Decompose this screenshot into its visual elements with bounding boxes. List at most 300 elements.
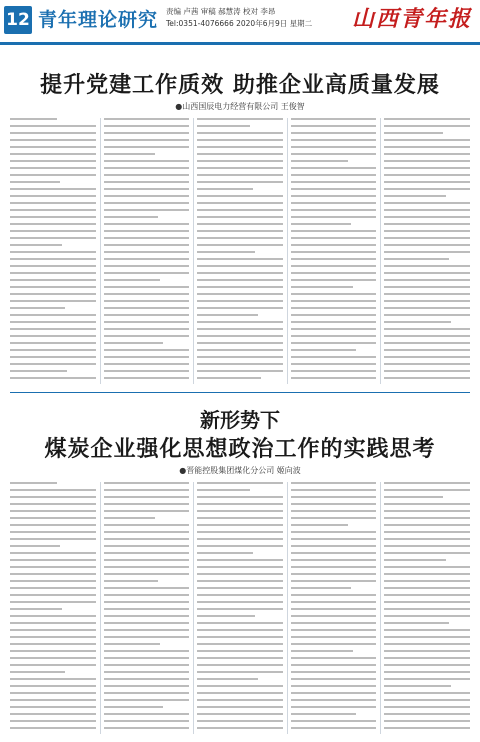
- text-line-placeholder: [104, 594, 190, 596]
- text-line-placeholder: [384, 503, 470, 505]
- text-line-placeholder: [291, 160, 348, 162]
- text-line-placeholder: [104, 335, 190, 337]
- text-line-placeholder: [104, 524, 190, 526]
- text-line-placeholder: [384, 181, 470, 183]
- text-line-placeholder: [197, 503, 283, 505]
- text-line-placeholder: [10, 265, 96, 267]
- text-line-placeholder: [104, 286, 190, 288]
- text-line-placeholder: [291, 636, 377, 638]
- text-line-placeholder: [104, 377, 190, 379]
- text-line-placeholder: [197, 160, 283, 162]
- text-line-placeholder: [291, 230, 377, 232]
- text-line-placeholder: [10, 608, 62, 610]
- text-line-placeholder: [291, 629, 377, 631]
- text-line-placeholder: [384, 377, 470, 379]
- contact-line: Tel:0351-4076666 2020年6月9日 星期二: [166, 19, 313, 28]
- text-line-placeholder: [291, 727, 377, 729]
- text-line-placeholder: [197, 496, 283, 498]
- text-line-placeholder: [197, 713, 283, 715]
- text-line-placeholder: [104, 699, 190, 701]
- text-line-placeholder: [384, 188, 470, 190]
- text-line-placeholder: [10, 342, 96, 344]
- text-line-placeholder: [291, 314, 377, 316]
- text-line-placeholder: [384, 286, 470, 288]
- text-line-placeholder: [384, 349, 470, 351]
- text-line-placeholder: [10, 153, 96, 155]
- text-line-placeholder: [10, 223, 96, 225]
- text-line-placeholder: [384, 629, 470, 631]
- text-line-placeholder: [384, 258, 448, 260]
- text-line-placeholder: [10, 650, 96, 652]
- text-line-placeholder: [384, 622, 448, 624]
- text-line-placeholder: [104, 587, 190, 589]
- text-line-placeholder: [104, 181, 190, 183]
- text-line-placeholder: [384, 335, 470, 337]
- text-line-placeholder: [104, 685, 190, 687]
- text-line-placeholder: [384, 636, 470, 638]
- text-line-placeholder: [104, 230, 190, 232]
- text-line-placeholder: [197, 272, 283, 274]
- text-line-placeholder: [291, 146, 377, 148]
- text-line-placeholder: [197, 629, 283, 631]
- text-line-placeholder: [384, 496, 443, 498]
- text-line-placeholder: [384, 363, 470, 365]
- text-line-placeholder: [197, 307, 283, 309]
- text-line-placeholder: [384, 706, 470, 708]
- text-line-placeholder: [10, 244, 62, 246]
- text-line-placeholder: [291, 244, 377, 246]
- text-line-placeholder: [104, 664, 190, 666]
- text-line-placeholder: [291, 713, 356, 715]
- text-line-placeholder: [384, 671, 470, 673]
- text-line-placeholder: [104, 300, 190, 302]
- text-line-placeholder: [197, 265, 283, 267]
- text-line-placeholder: [197, 699, 283, 701]
- text-line-placeholder: [10, 335, 96, 337]
- text-line-placeholder: [291, 293, 377, 295]
- text-line-placeholder: [291, 482, 377, 484]
- text-line-placeholder: [104, 321, 190, 323]
- text-line-placeholder: [104, 349, 190, 351]
- text-line-placeholder: [291, 188, 377, 190]
- column-rule: [193, 482, 194, 734]
- text-line-placeholder: [197, 356, 283, 358]
- text-line-placeholder: [384, 545, 470, 547]
- text-line-placeholder: [104, 573, 190, 575]
- text-line-placeholder: [10, 118, 57, 120]
- text-line-placeholder: [197, 678, 258, 680]
- text-line-placeholder: [384, 720, 470, 722]
- text-line-placeholder: [291, 335, 377, 337]
- text-line-placeholder: [104, 160, 190, 162]
- text-line-placeholder: [197, 153, 283, 155]
- text-line-placeholder: [10, 580, 96, 582]
- text-line-placeholder: [10, 573, 96, 575]
- text-line-placeholder: [104, 566, 190, 568]
- text-line-placeholder: [104, 510, 190, 512]
- text-line-placeholder: [104, 559, 190, 561]
- text-line-placeholder: [197, 139, 283, 141]
- text-line-placeholder: [10, 160, 96, 162]
- text-line-placeholder: [291, 139, 377, 141]
- text-line-placeholder: [10, 601, 96, 603]
- text-line-placeholder: [104, 167, 190, 169]
- text-line-placeholder: [291, 678, 377, 680]
- text-line-placeholder: [384, 272, 470, 274]
- text-line-placeholder: [10, 685, 96, 687]
- text-line-placeholder: [10, 629, 96, 631]
- text-line-placeholder: [104, 489, 190, 491]
- text-line-placeholder: [291, 510, 377, 512]
- text-line-placeholder: [197, 601, 283, 603]
- text-line-placeholder: [384, 125, 470, 127]
- text-line-placeholder: [291, 685, 377, 687]
- text-line-placeholder: [10, 377, 96, 379]
- text-line-placeholder: [104, 363, 190, 365]
- text-line-placeholder: [104, 671, 190, 673]
- text-line-placeholder: [384, 608, 470, 610]
- text-line-placeholder: [197, 146, 283, 148]
- text-line-placeholder: [104, 174, 190, 176]
- text-line-placeholder: [10, 237, 96, 239]
- text-line-placeholder: [384, 657, 470, 659]
- text-line-placeholder: [291, 251, 377, 253]
- text-line-placeholder: [384, 699, 470, 701]
- text-line-placeholder: [197, 286, 283, 288]
- text-line-placeholder: [384, 664, 470, 666]
- page-number: 12: [4, 6, 32, 34]
- text-line-placeholder: [197, 664, 283, 666]
- text-line-placeholder: [104, 258, 190, 260]
- text-line-placeholder: [10, 307, 65, 309]
- text-line-placeholder: [197, 482, 283, 484]
- text-line-placeholder: [10, 195, 96, 197]
- text-line-placeholder: [291, 671, 377, 673]
- text-line-placeholder: [291, 209, 377, 211]
- text-line-placeholder: [10, 538, 96, 540]
- text-line-placeholder: [197, 594, 283, 596]
- text-line-placeholder: [104, 139, 190, 141]
- text-line-placeholder: [197, 573, 283, 575]
- text-line-placeholder: [197, 538, 283, 540]
- text-line-placeholder: [104, 636, 190, 638]
- text-line-placeholder: [384, 692, 470, 694]
- text-line-placeholder: [104, 538, 190, 540]
- text-line-placeholder: [291, 559, 377, 561]
- text-line-placeholder: [104, 496, 190, 498]
- text-line-placeholder: [104, 216, 158, 218]
- text-line-placeholder: [291, 720, 377, 722]
- text-line-placeholder: [197, 321, 283, 323]
- text-line-placeholder: [104, 314, 190, 316]
- text-line-placeholder: [197, 188, 253, 190]
- text-line-placeholder: [291, 342, 377, 344]
- text-line-placeholder: [384, 314, 470, 316]
- text-line-placeholder: [291, 524, 348, 526]
- column-rule: [100, 118, 101, 384]
- text-line-placeholder: [197, 685, 283, 687]
- text-line-placeholder: [384, 524, 470, 526]
- text-line-placeholder: [384, 139, 470, 141]
- text-line-placeholder: [10, 370, 67, 372]
- text-line-placeholder: [384, 153, 470, 155]
- text-column: [197, 118, 283, 384]
- text-line-placeholder: [10, 321, 96, 323]
- text-line-placeholder: [197, 335, 283, 337]
- text-line-placeholder: [10, 552, 96, 554]
- text-line-placeholder: [104, 692, 190, 694]
- text-line-placeholder: [197, 349, 283, 351]
- text-line-placeholder: [104, 125, 190, 127]
- text-line-placeholder: [384, 538, 470, 540]
- text-line-placeholder: [104, 727, 190, 729]
- text-line-placeholder: [291, 489, 377, 491]
- text-line-placeholder: [104, 643, 160, 645]
- text-column: [291, 118, 377, 384]
- text-line-placeholder: [197, 167, 283, 169]
- text-column: [104, 482, 190, 734]
- text-column: [104, 118, 190, 384]
- text-line-placeholder: [197, 209, 283, 211]
- text-line-placeholder: [384, 265, 470, 267]
- text-line-placeholder: [10, 594, 96, 596]
- column-rule: [287, 482, 288, 734]
- text-line-placeholder: [104, 552, 190, 554]
- text-line-placeholder: [10, 356, 96, 358]
- text-line-placeholder: [197, 566, 283, 568]
- text-line-placeholder: [197, 370, 283, 372]
- text-line-placeholder: [10, 622, 96, 624]
- text-line-placeholder: [384, 167, 470, 169]
- text-line-placeholder: [291, 377, 377, 379]
- text-line-placeholder: [10, 230, 96, 232]
- text-line-placeholder: [10, 125, 96, 127]
- text-line-placeholder: [291, 531, 377, 533]
- text-column: [10, 482, 96, 734]
- text-line-placeholder: [197, 328, 283, 330]
- text-line-placeholder: [104, 209, 190, 211]
- text-line-placeholder: [384, 601, 470, 603]
- text-line-placeholder: [384, 230, 470, 232]
- text-line-placeholder: [10, 202, 96, 204]
- text-line-placeholder: [384, 685, 451, 687]
- text-line-placeholder: [384, 531, 470, 533]
- text-line-placeholder: [291, 307, 377, 309]
- text-line-placeholder: [197, 720, 283, 722]
- text-line-placeholder: [10, 664, 96, 666]
- text-line-placeholder: [291, 272, 377, 274]
- text-line-placeholder: [291, 174, 377, 176]
- text-line-placeholder: [10, 489, 96, 491]
- text-line-placeholder: [291, 167, 377, 169]
- text-line-placeholder: [291, 538, 377, 540]
- text-line-placeholder: [291, 321, 377, 323]
- text-line-placeholder: [291, 517, 377, 519]
- text-line-placeholder: [104, 622, 190, 624]
- text-line-placeholder: [291, 643, 377, 645]
- text-line-placeholder: [10, 615, 96, 617]
- text-line-placeholder: [384, 342, 470, 344]
- text-line-placeholder: [10, 279, 96, 281]
- text-line-placeholder: [197, 510, 283, 512]
- text-line-placeholder: [197, 125, 250, 127]
- text-line-placeholder: [291, 125, 377, 127]
- text-line-placeholder: [10, 545, 60, 547]
- text-line-placeholder: [291, 132, 377, 134]
- text-line-placeholder: [10, 174, 96, 176]
- text-line-placeholder: [104, 678, 190, 680]
- text-line-placeholder: [197, 531, 283, 533]
- text-line-placeholder: [197, 251, 255, 253]
- text-line-placeholder: [104, 146, 190, 148]
- text-line-placeholder: [291, 181, 377, 183]
- text-line-placeholder: [10, 643, 96, 645]
- text-line-placeholder: [104, 328, 190, 330]
- text-line-placeholder: [10, 636, 96, 638]
- text-line-placeholder: [104, 307, 190, 309]
- article-1-headline: 提升党建工作质效 助推企业高质量发展: [40, 72, 440, 98]
- text-line-placeholder: [291, 594, 377, 596]
- text-line-placeholder: [384, 594, 470, 596]
- section-title: 青年理论研究: [38, 9, 159, 31]
- text-line-placeholder: [10, 713, 96, 715]
- text-line-placeholder: [384, 300, 470, 302]
- text-line-placeholder: [197, 377, 260, 379]
- text-column: [197, 482, 283, 734]
- text-line-placeholder: [384, 328, 470, 330]
- text-line-placeholder: [384, 573, 470, 575]
- text-line-placeholder: [10, 132, 96, 134]
- text-line-placeholder: [197, 650, 283, 652]
- text-line-placeholder: [197, 300, 283, 302]
- text-line-placeholder: [104, 293, 190, 295]
- text-line-placeholder: [291, 503, 377, 505]
- text-line-placeholder: [104, 601, 190, 603]
- text-line-placeholder: [10, 482, 57, 484]
- text-line-placeholder: [384, 587, 470, 589]
- text-line-placeholder: [197, 314, 258, 316]
- column-rule: [380, 118, 381, 384]
- text-line-placeholder: [384, 713, 470, 715]
- text-line-placeholder: [104, 629, 190, 631]
- text-line-placeholder: [197, 195, 283, 197]
- text-line-placeholder: [197, 363, 283, 365]
- text-line-placeholder: [10, 720, 96, 722]
- text-line-placeholder: [291, 258, 377, 260]
- text-line-placeholder: [197, 608, 283, 610]
- text-line-placeholder: [104, 272, 190, 274]
- text-line-placeholder: [10, 286, 96, 288]
- text-column: [10, 118, 96, 384]
- text-line-placeholder: [384, 293, 470, 295]
- text-line-placeholder: [384, 174, 470, 176]
- text-line-placeholder: [384, 279, 470, 281]
- text-line-placeholder: [104, 342, 163, 344]
- text-line-placeholder: [10, 258, 96, 260]
- article-2-byline: ●晋能控股集团煤化分公司 姬向波: [179, 466, 301, 475]
- text-line-placeholder: [384, 216, 470, 218]
- text-line-placeholder: [10, 566, 96, 568]
- text-line-placeholder: [197, 237, 283, 239]
- text-line-placeholder: [291, 328, 377, 330]
- column-rule: [380, 482, 381, 734]
- text-line-placeholder: [291, 223, 351, 225]
- text-line-placeholder: [291, 545, 377, 547]
- text-line-placeholder: [197, 223, 283, 225]
- masthead: [0, 0, 480, 45]
- text-line-placeholder: [291, 300, 377, 302]
- text-line-placeholder: [197, 202, 283, 204]
- text-line-placeholder: [291, 615, 377, 617]
- text-line-placeholder: [197, 342, 283, 344]
- text-line-placeholder: [197, 692, 283, 694]
- text-line-placeholder: [384, 650, 470, 652]
- text-line-placeholder: [10, 678, 96, 680]
- text-line-placeholder: [104, 265, 190, 267]
- text-line-placeholder: [197, 643, 283, 645]
- text-line-placeholder: [10, 349, 96, 351]
- text-line-placeholder: [291, 573, 377, 575]
- text-line-placeholder: [10, 293, 96, 295]
- text-line-placeholder: [291, 608, 377, 610]
- editors-line: 责编 卢茜 审稿 郝慧涛 校对 李昂: [166, 7, 276, 16]
- text-line-placeholder: [384, 209, 470, 211]
- text-line-placeholder: [10, 657, 96, 659]
- text-line-placeholder: [104, 118, 190, 120]
- text-line-placeholder: [291, 692, 377, 694]
- text-line-placeholder: [10, 188, 96, 190]
- text-line-placeholder: [384, 307, 470, 309]
- text-line-placeholder: [384, 566, 470, 568]
- text-line-placeholder: [291, 650, 353, 652]
- text-line-placeholder: [197, 517, 283, 519]
- text-line-placeholder: [104, 608, 190, 610]
- text-line-placeholder: [104, 153, 155, 155]
- article-2-headline-line2: 煤炭企业强化思想政治工作的实践思考: [44, 436, 436, 462]
- text-column: [291, 482, 377, 734]
- text-line-placeholder: [291, 566, 377, 568]
- text-line-placeholder: [10, 209, 96, 211]
- text-line-placeholder: [197, 671, 283, 673]
- text-line-placeholder: [104, 503, 190, 505]
- text-line-placeholder: [104, 706, 163, 708]
- text-line-placeholder: [10, 524, 96, 526]
- text-column: [384, 482, 470, 734]
- text-line-placeholder: [10, 559, 96, 561]
- text-line-placeholder: [197, 230, 283, 232]
- text-line-placeholder: [384, 132, 443, 134]
- column-rule: [100, 482, 101, 734]
- text-line-placeholder: [104, 244, 190, 246]
- text-line-placeholder: [384, 580, 470, 582]
- text-line-placeholder: [10, 692, 96, 694]
- text-line-placeholder: [104, 531, 190, 533]
- text-line-placeholder: [104, 615, 190, 617]
- text-line-placeholder: [197, 258, 283, 260]
- text-line-placeholder: [384, 643, 470, 645]
- text-line-placeholder: [197, 580, 283, 582]
- text-line-placeholder: [384, 244, 470, 246]
- text-line-placeholder: [104, 202, 190, 204]
- text-line-placeholder: [291, 552, 377, 554]
- text-line-placeholder: [291, 216, 377, 218]
- text-line-placeholder: [291, 356, 377, 358]
- text-line-placeholder: [197, 181, 283, 183]
- text-line-placeholder: [291, 195, 377, 197]
- text-line-placeholder: [104, 356, 190, 358]
- newspaper-logo: 山西青年报: [352, 6, 473, 32]
- text-line-placeholder: [10, 181, 60, 183]
